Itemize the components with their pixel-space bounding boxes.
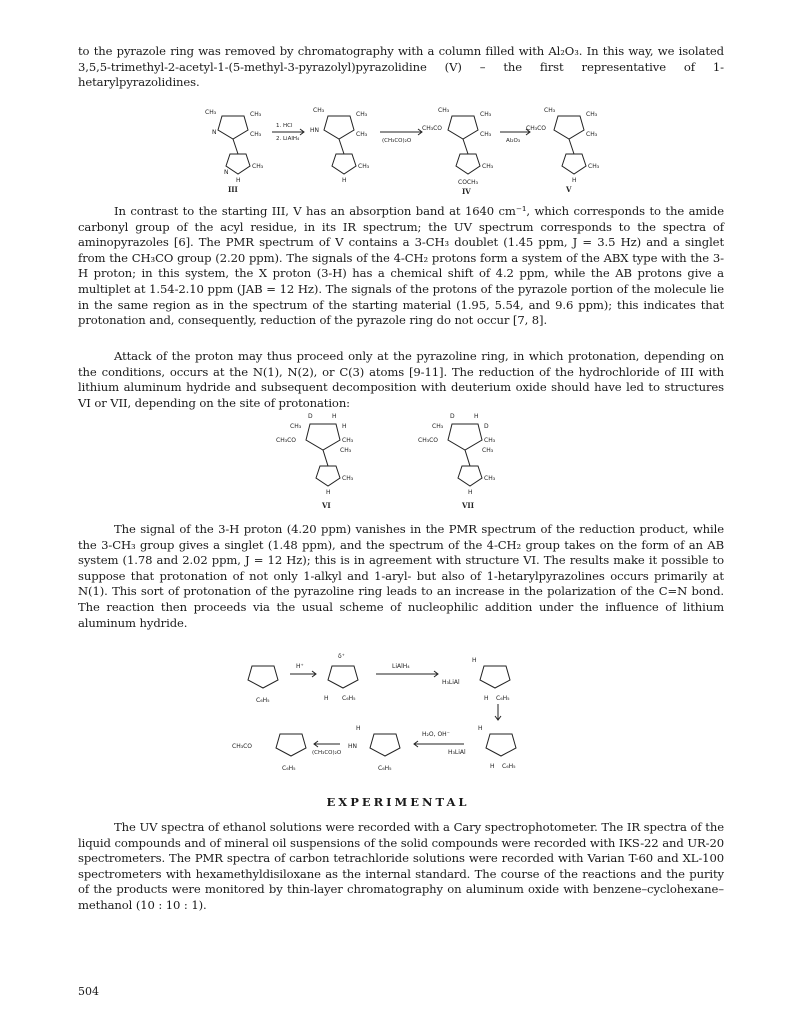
svg-text:Al₂O₃: Al₂O₃ bbox=[506, 138, 521, 144]
svg-text:N: N bbox=[212, 129, 217, 136]
svg-text:H: H bbox=[342, 177, 347, 184]
svg-text:C₆H₅: C₆H₅ bbox=[378, 765, 392, 772]
svg-text:1. HCl: 1. HCl bbox=[276, 123, 293, 129]
svg-text:H: H bbox=[324, 695, 329, 702]
svg-text:δ⁺: δ⁺ bbox=[338, 653, 345, 660]
svg-text:CH₃: CH₃ bbox=[250, 131, 262, 138]
svg-text:HN: HN bbox=[310, 127, 319, 134]
svg-text:III: III bbox=[228, 185, 238, 194]
svg-text:H⁺: H⁺ bbox=[296, 663, 304, 670]
svg-text:CH₃: CH₃ bbox=[484, 437, 496, 444]
svg-text:H₃LiAl: H₃LiAl bbox=[448, 749, 466, 756]
structure-III bbox=[205, 109, 264, 194]
svg-text:H₂O, OH⁻: H₂O, OH⁻ bbox=[422, 731, 450, 738]
svg-text:CH₃: CH₃ bbox=[358, 163, 370, 170]
svg-text:CH₃: CH₃ bbox=[290, 423, 302, 430]
structure-IV bbox=[422, 107, 494, 194]
structures-VI-VII bbox=[270, 408, 530, 510]
section-heading: EXPERIMENTAL bbox=[326, 795, 470, 809]
svg-text:CH₃: CH₃ bbox=[432, 423, 444, 430]
svg-text:CH₃: CH₃ bbox=[356, 131, 368, 138]
svg-text:H: H bbox=[572, 177, 577, 184]
paragraph-1: to the pyrazole ring was removed by chromatography with a column filled with Al₂O₃. In this way, we isolated 3,5,5-trimethyl-2-acetyl-1-(5-methyl-3-pyrazolyl)pyrazolidine (V) – the first representative of 1-hetarylpyrazolidines. bbox=[78, 44, 724, 90]
svg-text:CH₃: CH₃ bbox=[356, 111, 368, 118]
svg-text:C₆H₅: C₆H₅ bbox=[496, 695, 510, 702]
svg-text:H: H bbox=[356, 725, 361, 732]
svg-text:H: H bbox=[332, 413, 337, 420]
svg-text:H: H bbox=[326, 489, 331, 496]
structure-intermediate bbox=[310, 107, 370, 184]
svg-text:H: H bbox=[236, 177, 241, 184]
structure-V bbox=[526, 107, 600, 194]
svg-text:VI: VI bbox=[322, 501, 331, 510]
structure-VII bbox=[418, 413, 496, 510]
svg-text:CH₃: CH₃ bbox=[340, 447, 352, 454]
paragraph-3: Attack of the proton may thus proceed only at the pyrazoline ring, in which protonation, depending on the conditions, occurs at the N(1), N(2), or C(3) atoms [9-11]. The reduction of the hydrochloride of III with lithium aluminum hydride and subsequent decomposition with deuterium oxide should have led to structures VI or VII, depending on the site of protonation: bbox=[78, 349, 724, 410]
svg-text:C₆H₅: C₆H₅ bbox=[342, 695, 356, 702]
svg-text:CH₃CO: CH₃CO bbox=[276, 437, 297, 444]
svg-text:H: H bbox=[490, 763, 495, 770]
svg-text:CH₃CO: CH₃CO bbox=[232, 743, 253, 750]
svg-text:CH₃: CH₃ bbox=[252, 163, 264, 170]
svg-text:H: H bbox=[474, 413, 479, 420]
svg-text:H: H bbox=[478, 725, 483, 732]
paragraph-4: The signal of the 3-H proton (4.20 ppm) vanishes in the PMR spectrum of the reduction product, while the 3-CH₃ group gives a singlet (1.48 ppm), and the spectrum of the 4-CH₂ group takes on the form of an AB system (1.78 and 2.02 ppm, J = 12 Hz); this is in agreement with structure VI. The results make it possible to suppose that protonation of not only 1-alkyl and 1-aryl- but also of 1-hetarylpyrazolines occurs primarily at N(1). This sort of protonation of the pyrazoline ring leads to an increase in the polarization of the C=N bond. The reaction then proceeds via the usual scheme of nucleophilic addition under the influence of lithium aluminum hydride. bbox=[78, 522, 724, 630]
svg-text:CH₃CO: CH₃CO bbox=[422, 125, 443, 132]
svg-text:H: H bbox=[484, 695, 489, 702]
svg-text:LiAlH₄: LiAlH₄ bbox=[392, 663, 410, 670]
svg-text:CH₃: CH₃ bbox=[205, 109, 217, 116]
svg-text:CH₃: CH₃ bbox=[588, 163, 600, 170]
svg-text:COCH₃: COCH₃ bbox=[458, 179, 479, 186]
svg-text:CH₃CO: CH₃CO bbox=[526, 125, 547, 132]
svg-text:CH₃: CH₃ bbox=[484, 475, 496, 482]
reaction-scheme-1 bbox=[200, 102, 620, 194]
svg-text:CH₃: CH₃ bbox=[438, 107, 450, 114]
svg-text:CH₃: CH₃ bbox=[480, 131, 492, 138]
svg-text:HN: HN bbox=[348, 743, 357, 750]
svg-text:CH₃: CH₃ bbox=[544, 107, 556, 114]
paragraph-5: The UV spectra of ethanol solutions were recorded with a Cary spectrophotometer. The IR spectra of the liquid compounds and of mineral oil suspensions of the solid compounds were recorded with IKS-22 and UR-20 spectrometers. The PMR spectra of carbon tetrachloride solutions were recorded with Varian T-60 and XL-100 spectrometers with hexamethyldisiloxane as the internal standard. The course of the reactions and the purity of the products were monitored by thin-layer chromatography on aluminum oxide with benzene–cyclohexane–methanol (10 : 10 : 1). bbox=[78, 820, 724, 912]
svg-text:CH₃: CH₃ bbox=[482, 447, 494, 454]
svg-text:CH₃: CH₃ bbox=[342, 475, 354, 482]
svg-text:(CH₃CO)₂O: (CH₃CO)₂O bbox=[382, 138, 412, 144]
structure-VI bbox=[276, 413, 354, 510]
svg-text:CH₃CO: CH₃CO bbox=[418, 437, 439, 444]
svg-text:H: H bbox=[342, 423, 347, 430]
svg-text:V: V bbox=[566, 185, 572, 194]
paragraph-2: In contrast to the starting III, V has an absorption band at 1640 cm⁻¹, which corresponds to the amide carbonyl group of the acyl residue, in its IR spectrum; the UV spectrum corresponds to the spectra of aminopyrazoles [6]. The PMR spectrum of V contains a 3-CH₃ doublet (1.45 ppm, J = 3.5 Hz) and a singlet from the CH₃CO group (2.20 ppm). The signals of the 4-CH₂ protons form a system of the ABX type with the 3-H proton; in this system, the X proton (3-H) has a chemical shift of 4.2 ppm, while the AB protons give a multiplet at 1.54-2.10 ppm (JAB = 12 Hz). The signals of the protons of the pyrazole portion of the molecule lie in the same region as in the spectrum of the starting material (1.95, 5.54, and 9.6 ppm); this indicates that protonation and, consequently, reduction of the pyrazole ring do not occur [7, 8]. bbox=[78, 204, 724, 328]
svg-text:C₆H₅: C₆H₅ bbox=[282, 765, 296, 772]
svg-text:H₃LiAl: H₃LiAl bbox=[442, 679, 460, 686]
svg-text:D: D bbox=[450, 413, 455, 420]
svg-text:CH₃: CH₃ bbox=[250, 111, 262, 118]
svg-text:CH₃: CH₃ bbox=[482, 163, 494, 170]
svg-text:D: D bbox=[308, 413, 313, 420]
svg-text:CH₃: CH₃ bbox=[313, 107, 325, 114]
svg-text:D: D bbox=[484, 423, 489, 430]
svg-text:H: H bbox=[468, 489, 473, 496]
svg-text:(CH₃CO)₂O: (CH₃CO)₂O bbox=[312, 750, 342, 756]
svg-text:CH₃: CH₃ bbox=[586, 131, 598, 138]
svg-text:H: H bbox=[472, 657, 477, 664]
svg-text:CH₃: CH₃ bbox=[480, 111, 492, 118]
page-number: 504 bbox=[78, 985, 99, 998]
svg-text:IV: IV bbox=[462, 187, 471, 194]
svg-text:C₆H₅: C₆H₅ bbox=[256, 697, 270, 704]
reaction-scheme-mechanism bbox=[228, 646, 548, 780]
svg-text:C₆H₅: C₆H₅ bbox=[502, 763, 516, 770]
svg-text:VII: VII bbox=[462, 501, 474, 510]
svg-text:N: N bbox=[224, 169, 229, 176]
svg-text:CH₃: CH₃ bbox=[586, 111, 598, 118]
svg-text:CH₃: CH₃ bbox=[342, 437, 354, 444]
svg-text:2. LiAlH₄: 2. LiAlH₄ bbox=[276, 136, 300, 142]
